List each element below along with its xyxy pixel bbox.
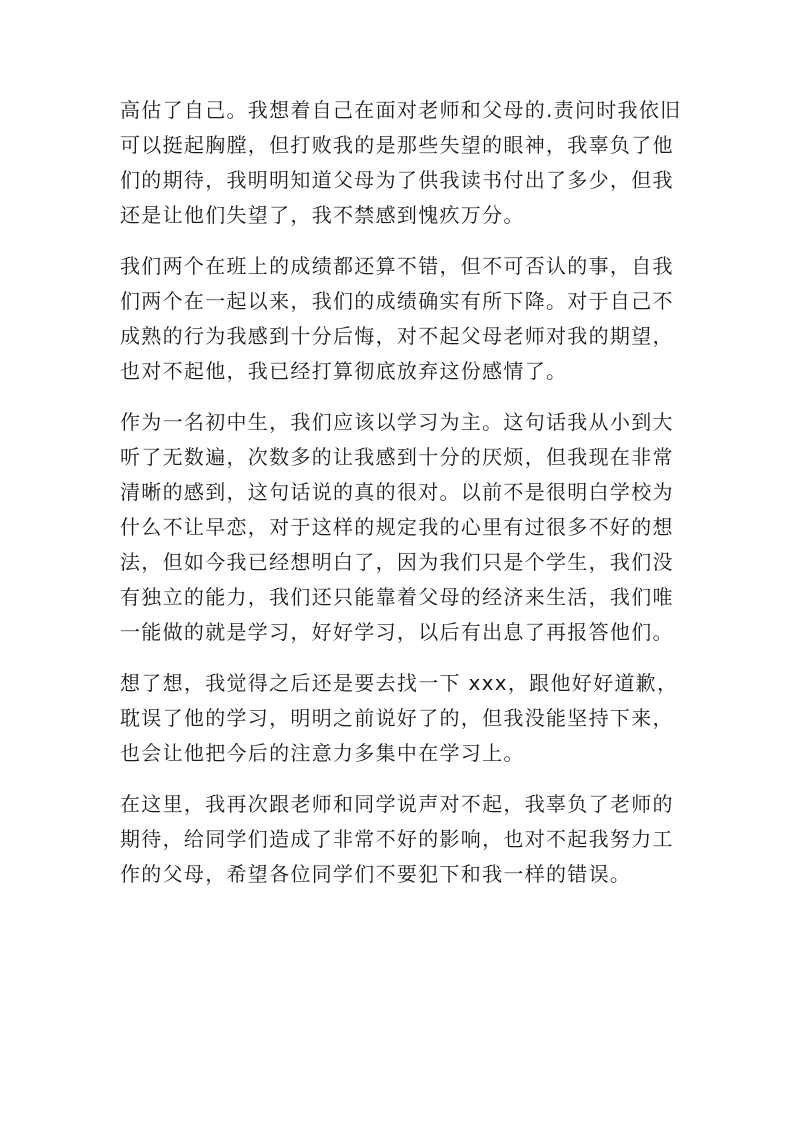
text-line: 们的期待，我明明知道父母为了供我读书付出了多少，但我 — [120, 168, 674, 192]
paragraph-4 — [120, 666, 680, 771]
text-line: 什么不让早恋，对于这样的规定我的心里有过很多不好的想 — [120, 515, 674, 539]
text-line: 一能做的就是学习，好好学习，以后有出息了再报答他们。 — [120, 620, 674, 644]
text-line: 我们两个在班上的成绩都还算不错，但不可否认的事，自我 — [120, 254, 674, 278]
text-line: 成熟的行为我感到十分后悔，对不起父母老师对我的期望， — [120, 324, 674, 348]
text-line: 作为一名初中生，我们应该以学习为主。这句话我从小到大 — [120, 410, 674, 434]
text-line: 法，但如今我已经想明白了，因为我们只是个学生，我们没 — [120, 550, 674, 574]
text-line: 耽误了他的学习，明明之前说好了的，但我没能坚持下来， — [120, 706, 674, 730]
text-line: 还是让他们失望了，我不禁感到愧疚万分。 — [120, 203, 525, 227]
text-line: 可以挺起胸膛，但打败我的是那些失望的眼神，我辜负了他 — [120, 133, 674, 157]
text-line: 们两个在一起以来，我们的成绩确实有所下降。对于自己不 — [120, 289, 674, 313]
text-line: 在这里，我再次跟老师和同学说声对不起，我辜负了老师的 — [120, 792, 674, 816]
text-line: 也对不起他，我已经打算彻底放弃这份感情了。 — [120, 359, 568, 383]
paragraph-5 — [120, 787, 680, 892]
paragraph-3 — [120, 405, 680, 650]
text-line: 期待，给同学们造成了非常不好的影响，也对不起我努力工 — [120, 827, 674, 851]
text-line: 也会让他把今后的注意力多集中在学习上。 — [120, 741, 525, 765]
text-line: 高估了自己。我想着自己在面对老师和父母的.责问时我依旧 — [120, 98, 682, 122]
paragraph-2 — [120, 249, 680, 389]
paragraph-1 — [120, 93, 680, 233]
text-line: 清晰的感到，这句话说的真的很对。以前不是很明白学校为 — [120, 480, 674, 504]
text-line: 想了想，我觉得之后还是要去找一下 xxx，跟他好好道歉， — [120, 671, 679, 695]
text-line: 有独立的能力，我们还只能靠着父母的经济来生活，我们唯 — [120, 585, 674, 609]
text-line: 作的父母，希望各位同学们不要犯下和我一样的错误。 — [120, 862, 632, 886]
text-line: 听了无数遍，次数多的让我感到十分的厌烦，但我现在非常 — [120, 445, 674, 469]
document-body — [120, 93, 680, 908]
